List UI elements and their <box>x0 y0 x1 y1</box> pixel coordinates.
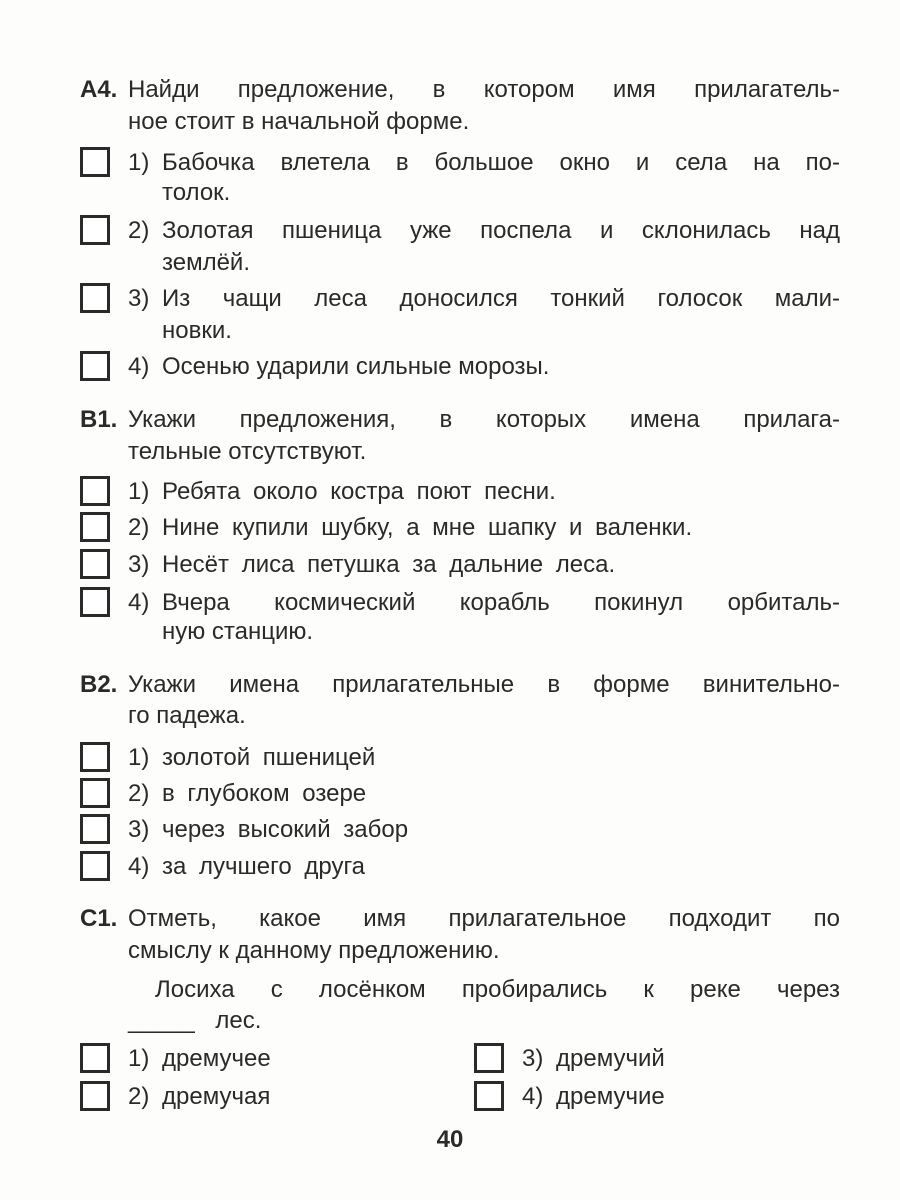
option-number: 3) <box>128 816 150 843</box>
question-label: В1. <box>80 406 118 433</box>
question-text: Найди предложение, в котором имя прилагатель- <box>128 76 840 103</box>
answer-checkbox[interactable] <box>80 215 110 245</box>
page-number: 40 <box>436 1126 464 1153</box>
option-text: Ребята около костра поют песни. <box>162 478 556 505</box>
option-text: толок. <box>162 179 231 206</box>
option-number: 1) <box>128 478 150 505</box>
option-number: 1) <box>128 149 150 176</box>
option-text: землёй. <box>162 249 251 276</box>
option-text: Бабочка влетела в большое окно и села на по- <box>162 149 840 176</box>
option-text: золотой пшеницей <box>162 744 376 771</box>
question-text: тельные отсутствуют. <box>128 438 367 465</box>
option-text: за лучшего друга <box>162 853 366 880</box>
option-number: 1) <box>128 744 150 771</box>
option-number: 4) <box>128 853 150 880</box>
question-text: ное стоит в начальной форме. <box>128 108 470 135</box>
answer-checkbox[interactable] <box>474 1081 504 1111</box>
option-number: 2) <box>128 1083 150 1110</box>
answer-checkbox[interactable] <box>80 476 110 506</box>
option-number: 1) <box>128 1045 150 1072</box>
answer-checkbox[interactable] <box>80 549 110 579</box>
option-text: дремучее <box>162 1045 271 1072</box>
answer-checkbox[interactable] <box>474 1043 504 1073</box>
option-text: Золотая пшеница уже поспела и склонилась над <box>162 217 840 244</box>
question-text: смыслу к данному предложению. <box>128 937 500 964</box>
answer-checkbox[interactable] <box>80 1043 110 1073</box>
option-text: дремучие <box>556 1083 665 1110</box>
option-number: 4) <box>128 589 150 616</box>
answer-checkbox[interactable] <box>80 587 110 617</box>
option-number: 3) <box>522 1045 544 1072</box>
option-text: в глубоком озере <box>162 780 367 807</box>
option-text: Нине купили шубку, а мне шапку и валенки. <box>162 514 693 541</box>
option-text: Несёт лиса петушка за дальние леса. <box>162 551 616 578</box>
answer-checkbox[interactable] <box>80 778 110 808</box>
option-number: 4) <box>522 1083 544 1110</box>
question-label: А4. <box>80 76 118 103</box>
question-text: Отметь, какое имя прилагательное подходит по <box>128 905 840 932</box>
option-text: новки. <box>162 317 232 344</box>
option-number: 4) <box>128 353 150 380</box>
option-text: Осенью ударили сильные морозы. <box>162 353 550 380</box>
answer-checkbox[interactable] <box>80 814 110 844</box>
question-text: го падежа. <box>128 702 246 729</box>
answer-checkbox[interactable] <box>80 851 110 881</box>
option-number: 3) <box>128 285 150 312</box>
question-label: С1. <box>80 905 118 932</box>
answer-checkbox[interactable] <box>80 283 110 313</box>
answer-checkbox[interactable] <box>80 351 110 381</box>
option-text: дремучий <box>556 1045 665 1072</box>
option-number: 3) <box>128 551 150 578</box>
question-label: В2. <box>80 671 118 698</box>
option-text: Из чащи леса доносился тонкий голосок мали- <box>162 285 840 312</box>
option-text: дремучая <box>162 1083 271 1110</box>
option-text: ную станцию. <box>162 618 314 645</box>
option-number: 2) <box>128 514 150 541</box>
answer-checkbox[interactable] <box>80 147 110 177</box>
option-text: Вчера космический корабль покинул орбиталь- <box>162 589 840 616</box>
answer-checkbox[interactable] <box>80 512 110 542</box>
option-number: 2) <box>128 217 150 244</box>
question-text: Укажи имена прилагательные в форме винительно- <box>128 671 840 698</box>
example-sentence: Лосиха с лосёнком пробирались к реке через <box>155 976 840 1003</box>
answer-checkbox[interactable] <box>80 742 110 772</box>
example-sentence: _____ лес. <box>128 1007 262 1034</box>
option-text: через высокий забор <box>162 816 409 843</box>
question-text: Укажи предложения, в которых имена прилага- <box>128 406 840 433</box>
answer-checkbox[interactable] <box>80 1081 110 1111</box>
option-number: 2) <box>128 780 150 807</box>
